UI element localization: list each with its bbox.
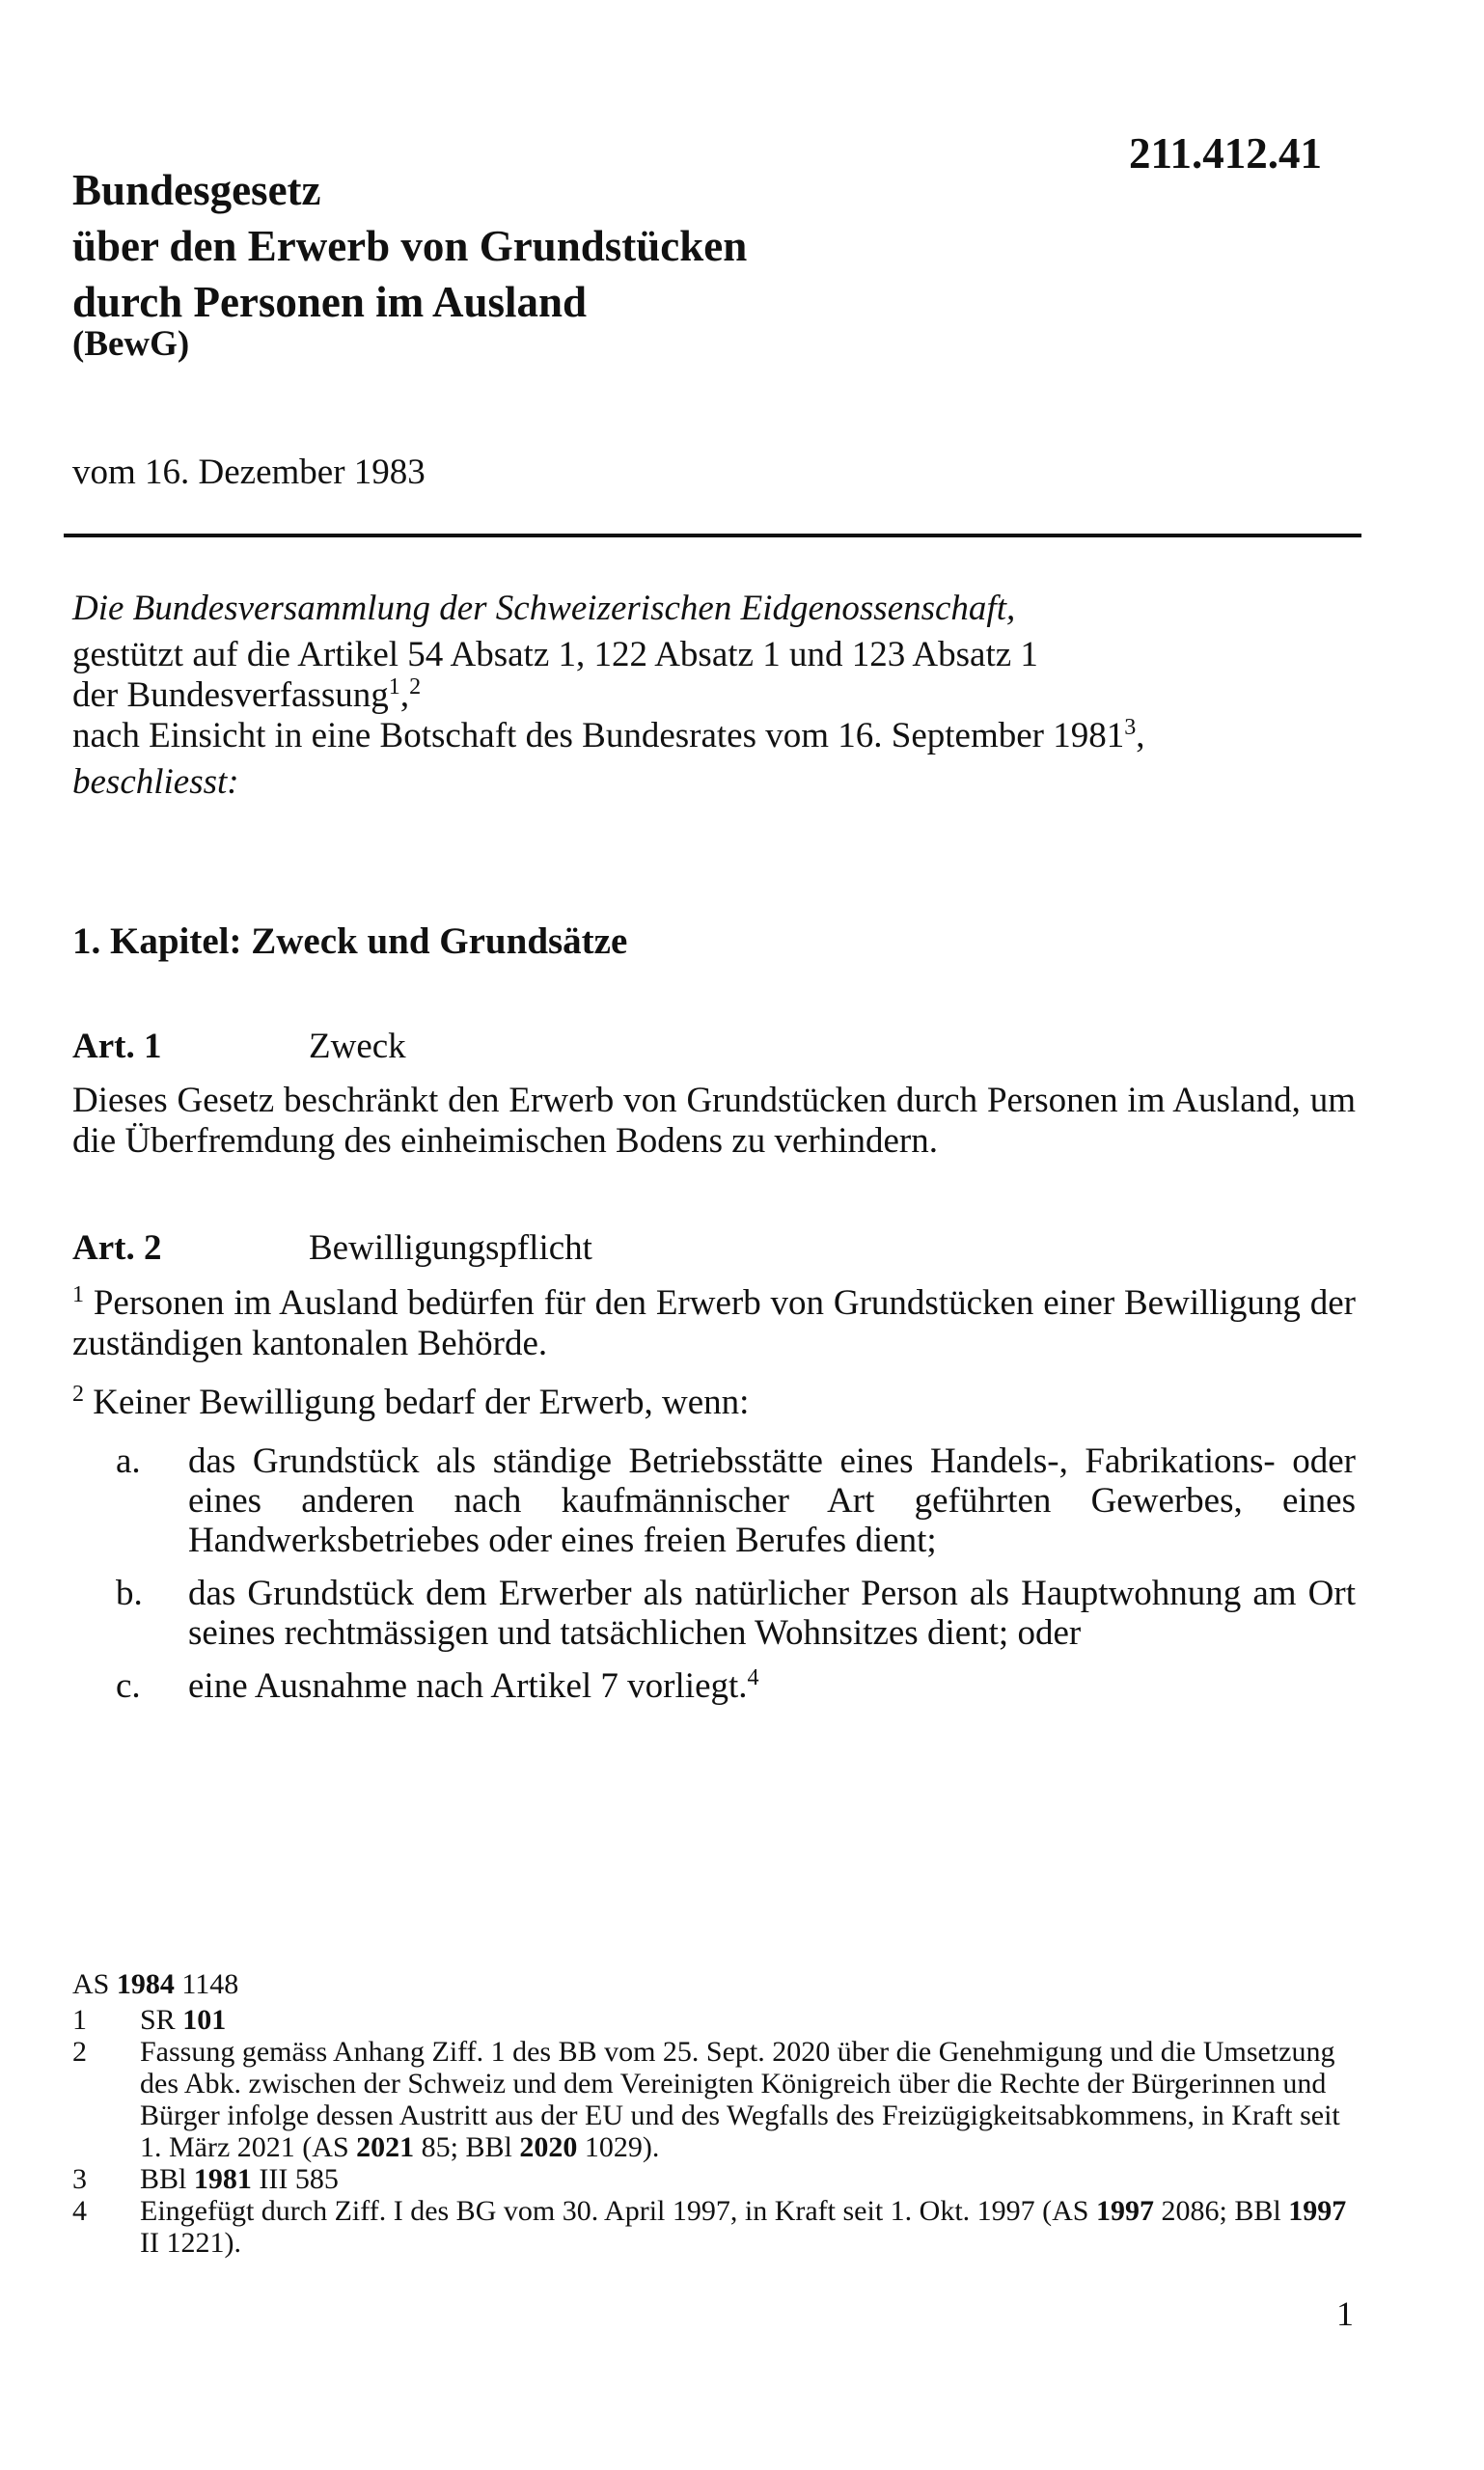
list-item xyxy=(72,1441,1356,1560)
article-2-paragraph-1 xyxy=(72,1283,1356,1364)
fn4-mid: 2086; BBl xyxy=(1154,2195,1289,2227)
fn3-prefix: BBl xyxy=(140,2163,194,2195)
fn4-bbl-year: 1997 xyxy=(1288,2195,1347,2227)
footnote-2 xyxy=(72,2036,1365,2163)
list-item xyxy=(72,1666,1356,1706)
header-divider xyxy=(64,534,1361,537)
footnote-ref-1[interactable]: 1 xyxy=(388,673,400,700)
footnote-number: 1 xyxy=(72,2004,87,2036)
fn1-bold: 101 xyxy=(182,2004,227,2036)
paragraph-text: Personen im Ausland bedürfen für den Erwerb von Grundstücken einer Bewilligung der zuständigen kantonalen Behörde. xyxy=(72,1283,1356,1363)
exemption-list xyxy=(72,1441,1356,1719)
article-title: Bewilligungspflicht xyxy=(309,1228,592,1268)
list-item xyxy=(72,1574,1356,1653)
footnote-text xyxy=(140,2195,1365,2259)
article-1-heading xyxy=(72,1026,406,1067)
title-line: über den Erwerb von Grundstücken xyxy=(72,222,748,270)
paragraph-number: 1 xyxy=(72,1281,85,1307)
footnote-number: 3 xyxy=(72,2163,87,2195)
fn3-end: III 585 xyxy=(251,2163,339,2195)
list-marker: c. xyxy=(116,1666,141,1706)
preamble-message-text: nach Einsicht in eine Botschaft des Bundesrates vom 16. September 1981 xyxy=(72,716,1125,755)
footnote-ref-3[interactable]: 3 xyxy=(1124,714,1137,740)
preamble-assembly: Die Bundesversammlung der Schweizerischen Eidgenossenschaft, xyxy=(72,589,1016,628)
fn4-as-year: 1997 xyxy=(1096,2195,1154,2227)
fn2-text: Fassung gemäss Anhang Ziff. 1 des BB vom 25. Sept. 2020 über die Genehmigung und die Umsetzung des Abk. zwischen der Schweiz und dem Vereinigten Königreich über die Rechte der Bürgerinnen und Bürger infolge dessen Austritt aus der EU und des Wegfalls des Freizügigkeitsabkommens, in Kraft seit 1. März 2021 (AS xyxy=(140,2036,1340,2163)
list-item-text: das Grundstück als ständige Betriebsstätte eines Handels-, Fabrikations- oder eines anderen nach kaufmännischer Art geführten Gewerbes, eines Handwerksbetriebes oder eines freien Berufes dient; xyxy=(188,1441,1356,1560)
fn2-as-year: 2021 xyxy=(356,2131,415,2163)
footnote-3 xyxy=(72,2163,1365,2195)
article-number: Art. 1 xyxy=(72,1027,162,1066)
as-reference xyxy=(72,1968,1365,2000)
article-2-paragraph-2 xyxy=(72,1383,1356,1423)
preamble-basis-line1: gestützt auf die Artikel 54 Absatz 1, 122 Absatz 1 und 123 Absatz 1 xyxy=(72,635,1038,674)
title-line: Bundesgesetz xyxy=(72,166,321,214)
enactment-date: vom 16. Dezember 1983 xyxy=(72,453,426,492)
footnote-1 xyxy=(72,2004,1365,2036)
preamble-resolves: beschliesst: xyxy=(72,762,239,802)
ref-separator: , xyxy=(399,675,410,715)
title-line: durch Personen im Ausland xyxy=(72,278,588,326)
as-year: 1984 xyxy=(116,1968,175,2000)
footnote-text xyxy=(140,2036,1365,2163)
list-marker: b. xyxy=(116,1574,143,1613)
preamble-message xyxy=(72,716,1356,756)
fn4-end: II 1221). xyxy=(140,2227,241,2259)
article-2-heading xyxy=(72,1227,592,1269)
article-1-text: Dieses Gesetz beschränkt den Erwerb von Grundstücken durch Personen im Ausland, um die Überfremdung des einheimischen Bodens zu verhindern. xyxy=(72,1081,1356,1161)
fn3-bold: 1981 xyxy=(193,2163,252,2195)
footnote-number: 2 xyxy=(72,2036,87,2068)
footnote-ref-2[interactable]: 2 xyxy=(409,673,422,700)
fn2-bbl-year: 2020 xyxy=(519,2131,578,2163)
preamble-basis xyxy=(72,635,1356,716)
as-page: 1148 xyxy=(174,1968,239,2000)
footnote-ref-4[interactable]: 4 xyxy=(747,1664,759,1690)
paragraph-text: Keiner Bewilligung bedarf der Erwerb, wenn: xyxy=(93,1383,750,1422)
sr-number: 211.412.41 xyxy=(1129,129,1323,178)
law-abbreviation: (BewG) xyxy=(72,324,190,364)
preamble-message-end: , xyxy=(1136,716,1145,755)
article-number: Art. 2 xyxy=(72,1228,162,1268)
list-marker: a. xyxy=(116,1441,141,1481)
chapter-heading: 1. Kapitel: Zweck und Grundsätze xyxy=(72,920,628,962)
preamble-basis-line2: der Bundesverfassung xyxy=(72,675,389,715)
as-prefix: AS xyxy=(72,1968,117,2000)
footnote-4 xyxy=(72,2195,1365,2259)
fn4-text: Eingefügt durch Ziff. I des BG vom 30. April 1997, in Kraft seit 1. Okt. 1997 (AS xyxy=(140,2195,1096,2227)
footnote-text xyxy=(140,2163,1365,2195)
fn1-prefix: SR xyxy=(140,2004,183,2036)
article-title: Zweck xyxy=(309,1027,406,1066)
footnotes xyxy=(72,1968,1365,2259)
law-title xyxy=(72,162,747,330)
fn2-mid: 85; BBl xyxy=(414,2131,520,2163)
list-item-text: eine Ausnahme nach Artikel 7 vorliegt. xyxy=(188,1666,748,1706)
paragraph-number: 2 xyxy=(72,1381,85,1407)
preamble xyxy=(72,589,1356,803)
list-item-text-wrap xyxy=(188,1666,1356,1706)
fn2-end: 1029). xyxy=(577,2131,660,2163)
footnote-number: 4 xyxy=(72,2195,87,2227)
footnote-text xyxy=(140,2004,1365,2036)
page-number: 1 xyxy=(1336,2294,1354,2333)
list-item-text: das Grundstück dem Erwerber als natürlicher Person als Hauptwohnung am Ort seines rechtmässigen und tatsächlichen Wohnsitzes dient; oder xyxy=(188,1574,1356,1653)
